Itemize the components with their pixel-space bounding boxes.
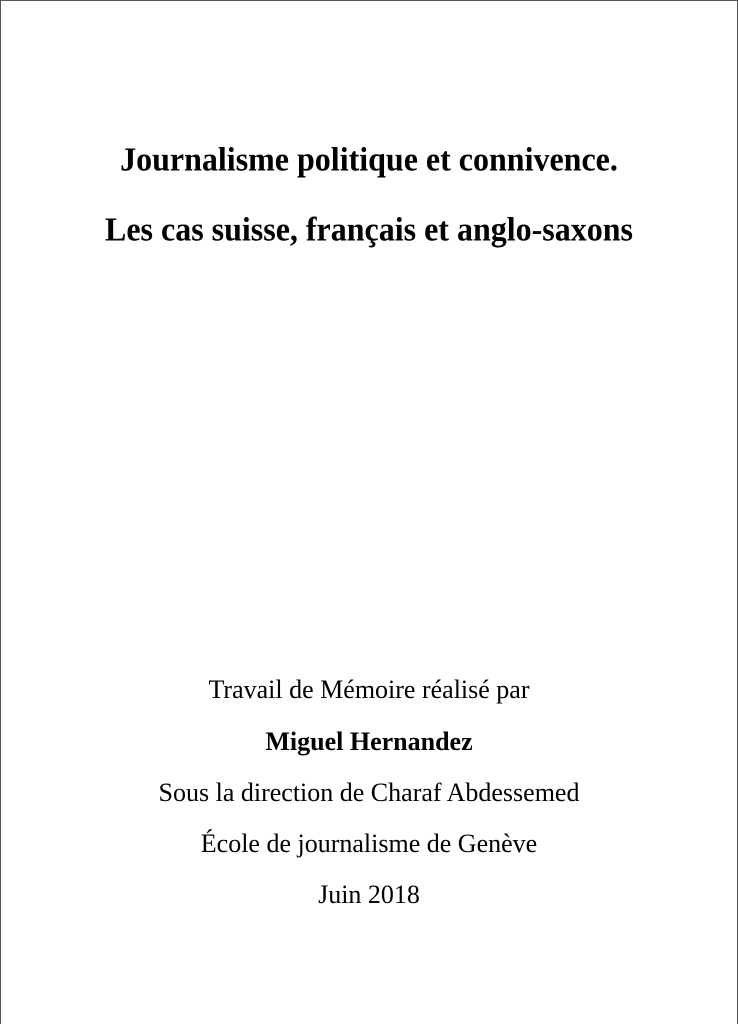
school-name: École de journalisme de Genève — [200, 829, 538, 858]
title-line-1: Journalisme politique et connivence. — [120, 140, 618, 178]
memoir-line: Travail de Mémoire réalisé par — [208, 675, 530, 704]
supervisor-line: Sous la direction de Charaf Abdessemed — [158, 778, 580, 807]
date-line: Juin 2018 — [318, 880, 420, 909]
title-line-2: Les cas suisse, français et anglo-saxons — [104, 210, 633, 248]
author-name: Miguel Hernandez — [265, 727, 473, 756]
